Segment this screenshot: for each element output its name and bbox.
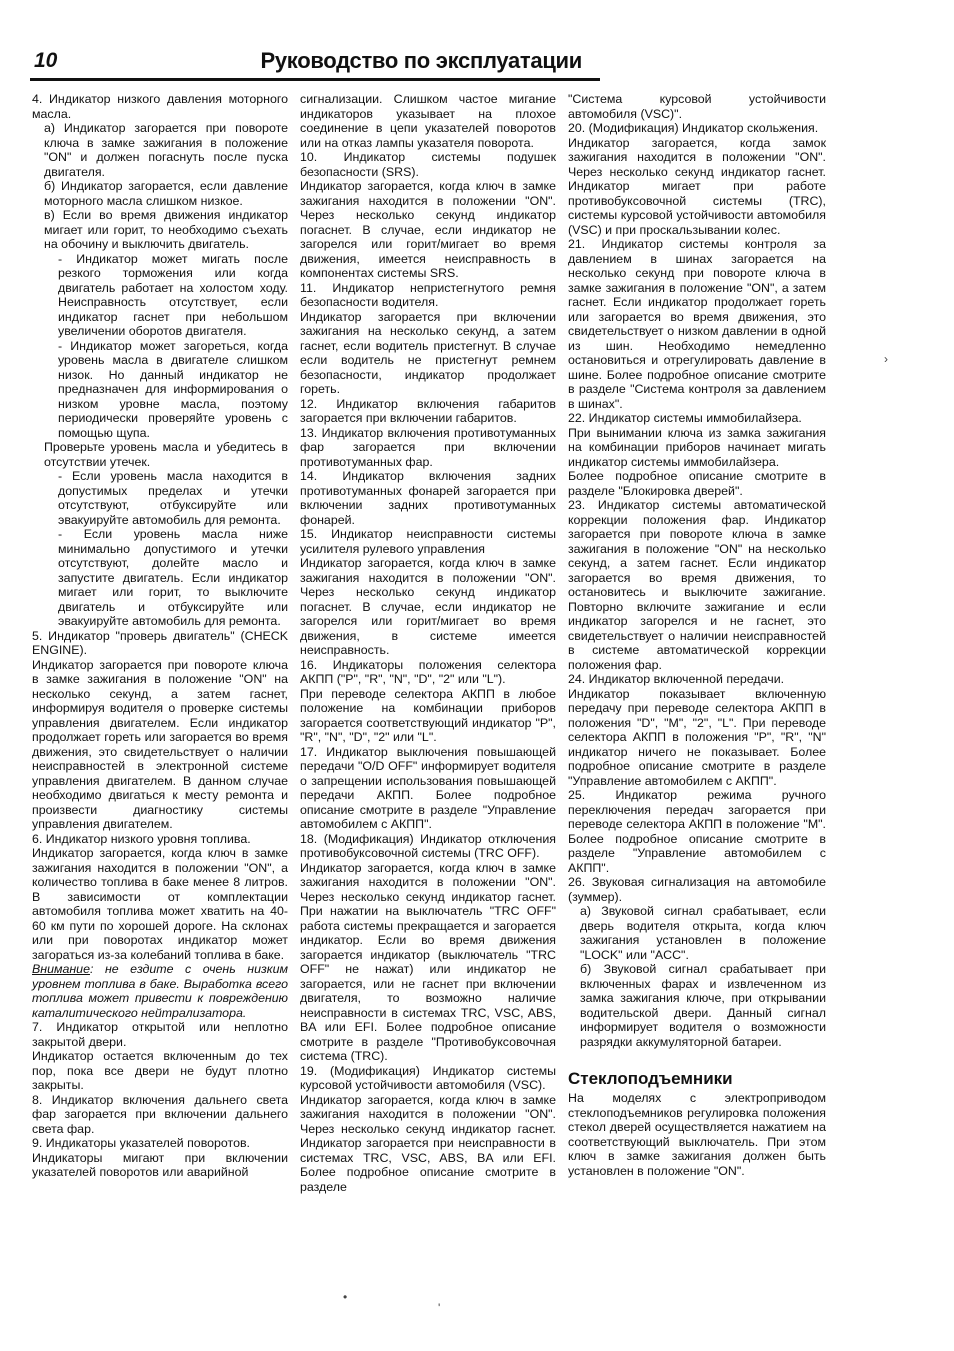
item-9-continued: сигнализации. Слишком частое мигание индикаторов указывает на плохое соединение в цепи указателей поворотов или на отказ лампы указателя поворота.: [300, 92, 556, 150]
fuel-warning: [32, 962, 288, 1020]
scan-mark: ›: [884, 352, 888, 366]
item-19-heading: 19. (Модификация) Индикатор системы курсовой устойчивости автомобиля (VSC).: [300, 1063, 556, 1092]
item-4-b: б) Индикатор загорается, если давление моторного масла слишком низкое.: [44, 179, 288, 208]
item-4-c: в) Если во время движения индикатор мигает или горит, то необходимо съехать на обочину и выключить двигатель.: [44, 208, 288, 251]
item-19-continued: "Система курсовой устойчивости автомобиля (VSC)".: [568, 92, 826, 121]
scan-mark: ': [438, 1301, 441, 1315]
warning-label: Внимание: [32, 962, 90, 976]
oil-check-case-2: - Если уровень масла ниже минимально допустимого и утечки отсутствуют, долейте масло и запустите двигатель. Если индикатор мигает или горит, то выключите двигатель и отбуксируйте или эвакуируйте автомобиль для ремонта.: [58, 527, 288, 628]
item-4-heading: 4. Индикатор низкого давления моторного масла.: [32, 92, 288, 121]
item-16-heading: 16. Индикаторы положения селектора АКПП ("P", "R", "N", "D", "2" или "L").: [300, 657, 556, 686]
item-13-text: 13. Индикатор включения противотуманных фар загорается при включении противотуманных фар.: [300, 425, 556, 469]
item-14-text: 14. Индикатор включения задних противотуманных фонарей загорается при включении задних противотуманных фонарей.: [300, 469, 556, 527]
oil-check-instruction: Проверьте уровень масла и убедитесь в отсутствии утечек.: [44, 440, 288, 469]
item-10-text: Индикатор загорается, когда ключ в замке зажигания находится в положении "ON". Через несколько секунд индикатор погаснет. В случае, если индикатор не загорелся или горит/мигает во время движения, имеется неисправность в компонентах системы SRS.: [300, 179, 556, 280]
item-5-heading: 5. Индикатор "проверь двигатель" (CHECK ENGINE).: [32, 628, 288, 657]
item-19-text: Индикатор загорается, когда ключ в замке зажигания находится в положении "ON". Через несколько секунд индикатор гаснет. Индикатор загорается при неисправности в системах TRC, VSC, ABS, BA или EFI. Более подробное описание смотрите в разделе: [300, 1092, 556, 1194]
item-6-heading: 6. Индикатор низкого уровня топлива.: [32, 831, 251, 846]
item-24-text: Индикатор показывает включенную передачу при переводе селектора АКПП в положения "D", "M", "2", "L". При переводе селектора АКПП в положения "P", "R", "N" индикатор ничего не показывает. Более подробное описание смотрите в разделе "Управление автомобилем с АКПП".: [568, 686, 826, 788]
page-header: [30, 48, 600, 81]
item-22-heading: 22. Индикатор системы иммобилайзера.: [568, 411, 802, 425]
item-26-b: б) Звуковой сигнал срабатывает при включенных фарах и извлеченном из замка зажигания ключе, при открывании водительской двери. Данный сигнал информирует водителя о возможности разрядки аккумуляторной батареи.: [580, 962, 826, 1049]
item-4-a: а) Индикатор загорается при повороте ключа в замке зажигания в положение "ON" и должен погаснуть после пуска двигателя.: [44, 121, 288, 179]
item-16-text: При переводе селектора АКПП в любое положение на комбинации приборов загорается соответствующий индикатор "P", "R", "N", "D", "2" или "L".: [300, 686, 556, 744]
item-22-reference: Более подробное описание смотрите в разделе "Блокировка дверей".: [568, 469, 826, 498]
scan-mark: •: [343, 1290, 348, 1304]
item-15-text: Индикатор загорается, когда ключ в замке зажигания находится в положении "ON". Через несколько секунд индикатор погаснет. В случае, если индикатор не загорелся или горит/мигает во время движения, в системе имеется неисправность.: [300, 556, 556, 657]
text-column-middle: [300, 92, 556, 1194]
item-22-text: При вынимании ключа из замка зажигания на комбинации приборов начинает мигать индикатор системы иммобилайзера.: [568, 425, 826, 469]
item-7-text: Индикатор остается включенным до тех пор, пока все двери не будут плотно закрыты.: [32, 1049, 288, 1092]
item-4-note-2: - Индикатор может загореться, когда уровень масла в двигателе слишком низок. Но данный индикатор не предназначен для информирования о низком уровне масла, поэтому периодически проверяйте уровень с помощью щупа.: [58, 338, 288, 440]
item-25-text: 25. Индикатор режима ручного переключения передач загорается при переводе селектора АКПП в положение "M". Более подробное описание смотрите в разделе "Управление автомобилем с АКПП".: [568, 788, 826, 875]
section-text-window-lifters: На моделях с электроприводом стеклоподъемников регулировка положения стекол дверей осуществляется нажатием на соответствующий выключатель. При этом ключ в замке зажигания должен быть установлен в положение "ON".: [568, 1091, 826, 1178]
item-9-heading: 9. Индикаторы указателей поворотов.: [32, 1136, 250, 1150]
item-11-heading: 11. Индикатор непристегнутого ремня безопасности водителя.: [300, 280, 556, 309]
section-heading-window-lifters: Стеклоподъемники: [568, 1069, 733, 1088]
item-11-text: Индикатор загорается при включении зажигания на несколько секунд, а затем гаснет, если водитель пристегнут. В случае если водитель не пристегнут ремнем безопасности, индикатор продолжает гореть.: [300, 309, 556, 396]
item-6-text: Индикатор загорается, когда ключ в замке зажигания находится в положении "ON", а количество топлива в баке менее 8 литров. В зависимости от комплектации автомобиля топлива может хватить на 40-60 км пути по хорошей дороге. На склонах или при поворотах индикатор может загораться из-за колебаний топлива в баке.: [32, 846, 288, 962]
item-4-note-1: - Индикатор может мигать после резкого торможения или когда двигатель работает на холостом ходу. Неисправность отсутствует, если индикатор гаснет при небольшом увеличении оборотов двигателя.: [58, 251, 288, 338]
item-9-text: Индикаторы мигают при включении указателей поворотов или аварийной: [32, 1150, 288, 1179]
item-23-text: 23. Индикатор системы автоматической коррекции положения фар. Индикатор загорается при повороте ключа в замке зажигания в положение "ON" на несколько секунд, а затем гаснет. Если индикатор загорается во время движения, то остановитесь и выключите зажигание. Повторно включите зажигание и если индикатор загорелся и не гаснет, это свидетельствует о наличии неисправностей в системе автоматической коррекции положения фар.: [568, 498, 826, 672]
item-15-heading: 15. Индикатор неисправности системы усилителя рулевого управления: [300, 527, 556, 556]
item-24-heading: 24. Индикатор включенной передачи.: [568, 672, 785, 686]
text-column-right: [568, 92, 826, 1178]
item-20-heading: 20. (Модификация) Индикатор скольжения.: [568, 121, 819, 135]
item-21-text: 21. Индикатор системы контроля за давлением в шинах загорается на несколько секунд при повороте ключа в замке зажигания в положение "ON", а затем гаснет. Если индикатор продолжает гореть или загорается во время движения, это свидетельствует о низком давлении в одной из шин. Необходимо немедленно остановиться и отрегулировать давление в шине. Более подробное описание смотрите в разделе "Система контроля за давлением в шинах".: [568, 237, 826, 411]
item-26-heading: 26. Звуковая сигнализация на автомобиле (зуммер).: [568, 875, 826, 904]
item-12-text: 12. Индикатор включения габаритов загорается при включении габаритов.: [300, 396, 556, 425]
item-10-heading: 10. Индикатор системы подушек безопасности (SRS).: [300, 150, 556, 179]
item-8-text: 8. Индикатор включения дальнего света фар загорается при включении дальнего света фар.: [32, 1092, 288, 1136]
page-number: 10: [34, 49, 58, 72]
warning-text: : не ездите с очень низким уровнем топлива в баке. Выработка всего топлива может привести к повреждению каталитического нейтрализатора.: [32, 962, 288, 1020]
oil-check-case-1: - Если уровень масла находится в допустимых пределах и утечки отсутствуют, отбуксируйте или эвакуируйте автомобиль для ремонта.: [58, 469, 288, 527]
item-7-heading: 7. Индикатор открытой или неплотно закрытой двери.: [32, 1020, 288, 1049]
item-17-text: 17. Индикатор выключения повышающей передачи "O/D OFF" информирует водителя о запрещении использования повышающей передачи АКПП. Более подробное описание смотрите в разделе "Управление автомобилем с АКПП".: [300, 744, 556, 831]
item-26-a: а) Звуковой сигнал срабатывает, если дверь водителя открыта, когда ключ зажигания установлен в положение "LOCK" или "ACC".: [580, 904, 826, 962]
item-5-text: Индикатор загорается при повороте ключа в замке зажигания в положение "ON" на несколько секунд, а затем гаснет, информируя водителя о проверке системы управления двигателем. Если индикатор продолжает гореть или загорается во время движения, это свидетельствует о наличии неисправностей в электронной системе управления двигателем. В данном случае необходимо двигаться к месту ремонта и произвести диагностику системы управления двигателем.: [32, 657, 288, 831]
item-20-text: Индикатор загорается, когда замок зажигания находится в положении "ON". Через несколько секунд индикатор гаснет. Индикатор мигает при работе противобуксовочной системы (TRC), системы курсовой устойчивости автомобиля (VSC) и при проскальзывании колес.: [568, 135, 826, 237]
item-18-heading: 18. (Модификация) Индикатор отключения противобуксовочной системы (TRC OFF).: [300, 831, 556, 860]
text-column-left: [32, 92, 288, 1180]
item-18-text: Индикатор загорается, когда ключ в замке зажигания находится в положении "ON". Через несколько секунд индикатор гаснет. При нажатии на выключатель "TRC OFF" работа системы прекращается и загорается индикатор. Если во время движения загорается индикатор (выключатель "TRC OFF" не нажат) или индикатор не загорается, или не гаснет при включении двигателя, то возможно наличие неисправности в системах TRC, VSC, ABS, BA или EFI. Более подробное описание смотрите в разделе "Противобуксовочная система (TRC).: [300, 860, 556, 1063]
page-title: Руководство по эксплуатации: [260, 48, 582, 73]
